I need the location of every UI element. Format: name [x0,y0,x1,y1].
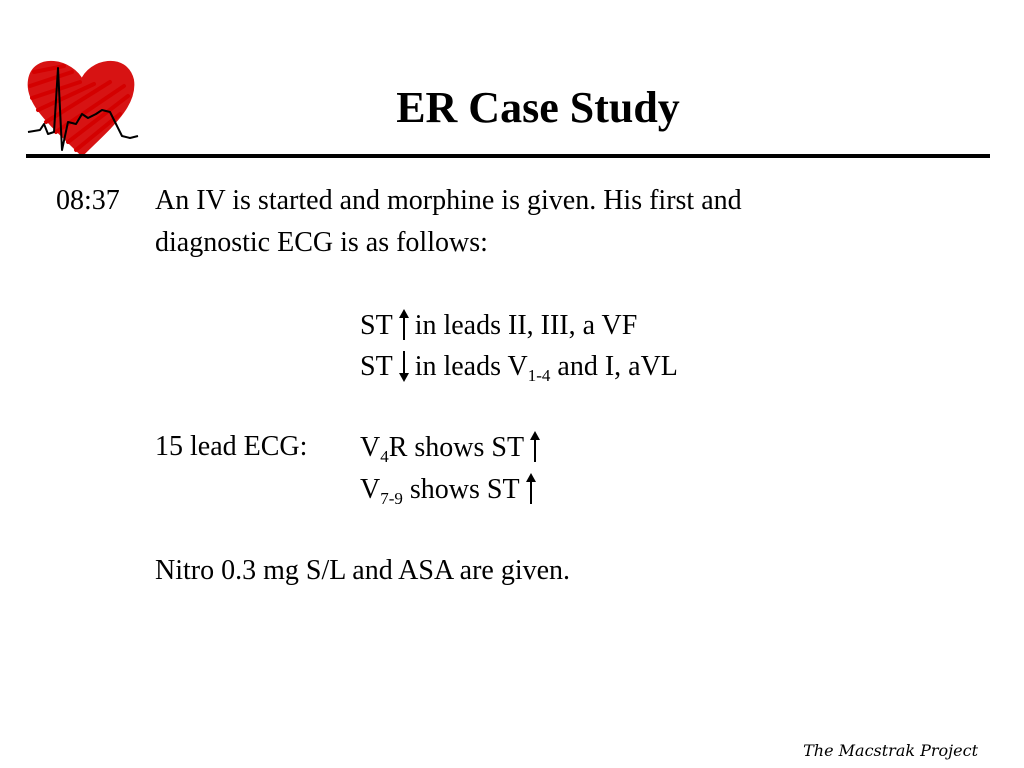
st-depression-line [360,349,678,384]
ecg15-row-1 [360,430,546,465]
up-arrow-icon [397,308,411,342]
down-arrow-icon [397,349,411,383]
up-arrow-icon [524,472,538,506]
st-elevation-leads: in leads II, III, a VF [414,310,638,341]
st-depression-leads-prefix: in leads V [414,351,528,382]
lead-finding: shows ST [402,474,520,505]
intro-line-1: An IV is started and morphine is given. His first and [155,185,742,216]
st-depression-leads-suffix: and I, aVL [550,351,678,382]
timestamp: 08:37 [56,185,120,216]
ecg15-row-2 [360,472,542,507]
lead-label: V [360,474,381,505]
nitro-line: Nitro 0.3 mg S/L and ASA are given. [155,555,571,586]
footer-credit: The Macstrak Project [803,741,978,760]
lead-label: V [360,432,381,463]
ecg15-label: 15 lead ECG: [155,431,308,462]
intro-line-2: diagnostic ECG is as follows: [155,227,488,258]
st-label: ST [360,310,393,341]
lead-finding: R shows ST [388,432,525,463]
lead-subscript: 7-9 [380,489,403,508]
slide-title: ER Case Study [396,83,680,132]
st-label: ST [360,351,393,382]
up-arrow-icon [528,430,542,464]
title-divider [26,154,990,158]
lead-subscript: 4 [380,447,389,466]
st-elevation-line [360,308,637,343]
lead-subscript: 1-4 [527,366,551,385]
